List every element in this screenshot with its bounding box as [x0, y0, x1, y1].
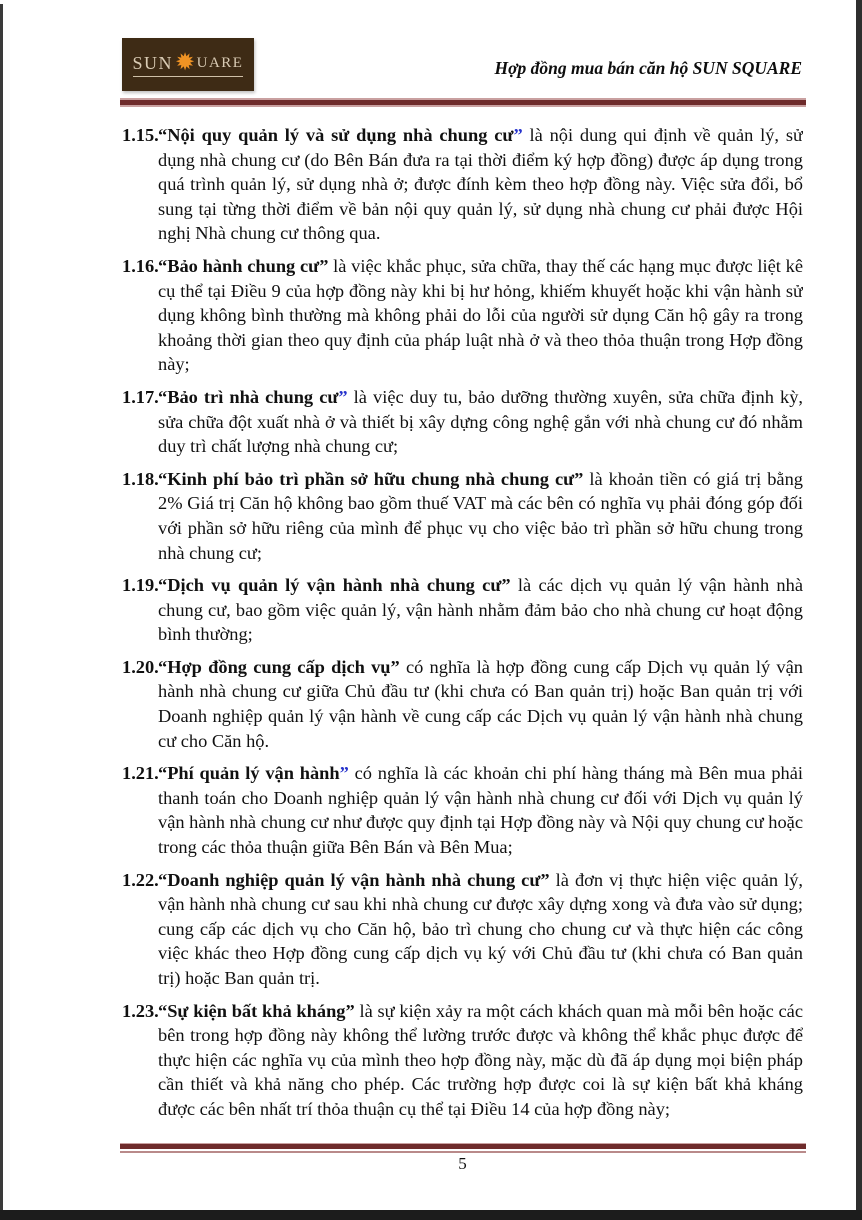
clause-paragraph: [122, 123, 803, 246]
logo-text-sun: SUN: [132, 52, 174, 73]
clause-term-close-quote: ”: [390, 656, 400, 677]
footer-rule-thick-line: [120, 1143, 806, 1149]
clause-term-close-quote: ”: [513, 125, 523, 145]
document-header-title: Hợp đồng mua bán căn hộ SUN SQUARE: [494, 58, 802, 78]
clause-paragraph: [122, 655, 803, 753]
clause-paragraph: [122, 868, 803, 991]
clause-number: 1.21.: [122, 763, 159, 784]
clause-paragraph: [122, 254, 803, 377]
clause-body-text: là nội dung qui định về quản lý, sử dụng nhà chung cư (do Bên Bán đưa ra tại thời điểm ký hợp đồng) được áp dụng trong quá trình quản lý, sử dụng nhà ở; được đính kèm theo hợp đồng này. Việc sửa đổi, bổ sung tại từng thời điểm về bản nội quy quản lý, sử dụng nhà chung cư phải được Hội nghị Nhà chung cư thông qua.: [158, 125, 803, 244]
clause-term: “Kinh phí bảo trì phần sở hữu chung nhà chung cư: [158, 468, 575, 489]
page-right-edge: [856, 0, 862, 1220]
clause-term: “Phí quản lý vận hành: [158, 763, 340, 784]
clause-number: 1.15.: [122, 125, 159, 145]
clause-term: “Sự kiện bất khả kháng: [158, 1000, 346, 1021]
sun-square-logo-text: [132, 48, 244, 77]
footer-rule: [120, 1143, 806, 1153]
clauses-list: [122, 123, 803, 1138]
clause-number: 1.20.: [122, 656, 159, 677]
clause-body-text: có nghĩa là hợp đồng cung cấp Dịch vụ quản lý vận hành nhà chung cư giữa Chủ đầu tư (khi chưa có Ban quản trị) hoặc Ban quản trị với Doanh nghiệp quản lý vận hành về cung cấp các Dịch vụ quản lý vận hành nhà chung cư cho Căn hộ.: [158, 656, 803, 751]
sun-square-logo: [122, 38, 254, 91]
page-bottom-edge: [0, 1210, 862, 1220]
clause-term-close-quote: ”: [319, 255, 329, 276]
clause-term-close-quote: ”: [345, 1000, 355, 1021]
clause-number: 1.16.: [122, 255, 159, 276]
clause-number: 1.23.: [122, 1000, 159, 1021]
clause-body-text: là đơn vị thực hiện việc quản lý, vận hành nhà chung cư sau khi nhà chung cư được xây dựng xong và đưa vào sử dụng; cung cấp các dịch vụ cho Căn hộ, bảo trì chung cho chung cư và thực hiện các công việc khác theo Hợp đồng cung cấp dịch vụ ký với Chủ đầu tư (khi chưa có Ban quản trị) hoặc Ban quản trị.: [158, 869, 803, 988]
clause-paragraph: [122, 999, 803, 1122]
clause-term-close-quote: ”: [574, 468, 584, 489]
clause-paragraph: [122, 385, 803, 459]
header-rule: [120, 98, 806, 107]
clause-term-close-quote: ”: [501, 575, 511, 596]
clause-paragraph: [122, 573, 803, 647]
clause-term: “Hợp đồng cung cấp dịch vụ: [158, 656, 391, 677]
clause-body-text: là việc duy tu, bảo dưỡng thường xuyên, sửa chữa định kỳ, sửa chữa đột xuất nhà ở và thiết bị xây dựng công nghệ gắn với nhà chung cư đó nhằm duy trì chất lượng nhà chung cư;: [158, 386, 803, 457]
clause-body-text: là sự kiện xảy ra một cách khách quan mà mỗi bên hoặc các bên trong hợp đồng này không thể lường trước được và không thể khắc phục được để thực hiện các nghĩa vụ của mình theo hợp đồng này, mặc dù đã áp dụng mọi biện pháp cần thiết và khả năng cho phép. Các trường hợp được coi là sự kiện bất khả kháng được các bên nhất trí thỏa thuận cụ thể tại Điều 14 của hợp đồng này;: [158, 1000, 803, 1119]
clause-term-close-quote: ”: [540, 869, 550, 890]
clause-term-close-quote: ”: [339, 763, 349, 784]
clause-paragraph: [122, 467, 803, 565]
clause-body-text: có nghĩa là các khoản chi phí hàng tháng mà Bên mua phải thanh toán cho Doanh nghiệp quản lý vận hành nhà chung cư đối với Dịch vụ quản lý vận hành nhà chung cư như được quy định tại Hợp đồng này và Nội quy chung cư hoặc trong các thỏa thuận giữa Bên Bán và Bên Mua;: [158, 763, 803, 858]
clause-body-text: là việc khắc phục, sửa chữa, thay thế các hạng mục được liệt kê cụ thể tại Điều 9 của hợp đồng này khi bị hư hỏng, khiếm khuyết hoặc khi vận hành sử dụng không bình thường mà không phải do lỗi của người sử dụng Căn hộ gây ra trong khoảng thời gian theo quy định của pháp luật nhà ở và theo thỏa thuận trong Hợp đồng này;: [158, 255, 803, 375]
logo-text-uare: UARE: [196, 54, 244, 71]
page-number: 5: [458, 1154, 467, 1173]
sunburst-icon: ✹: [175, 48, 197, 76]
page-left-edge: [0, 4, 3, 1220]
clause-number: 1.22.: [122, 869, 159, 890]
clause-term-close-quote: ”: [338, 386, 348, 407]
clause-term: “Dịch vụ quản lý vận hành nhà chung cư: [158, 575, 502, 596]
clause-term: “Doanh nghiệp quản lý vận hành nhà chung cư: [158, 869, 541, 890]
clause-term: “Bảo hành chung cư: [158, 255, 320, 276]
clause-number: 1.19.: [122, 575, 159, 596]
clause-term: “Bảo trì nhà chung cư: [158, 386, 339, 407]
clause-body-text: là khoản tiền có giá trị bằng 2% Giá trị Căn hộ không bao gồm thuế VAT mà các bên có nghĩa vụ phải đóng góp đối với phần sở hữu riêng của mình để phục vụ cho việc bảo trì phần sở hữu chung trong nhà chung cư;: [158, 468, 803, 563]
clause-paragraph: [122, 761, 803, 859]
clause-body-text: là các dịch vụ quản lý vận hành nhà chung cư, bao gồm việc quản lý, vận hành nhằm đảm bảo cho nhà chung cư hoạt động bình thường;: [158, 575, 803, 645]
clause-number: 1.17.: [122, 386, 159, 407]
clause-term: “Nội quy quản lý và sử dụng nhà chung cư: [158, 125, 514, 145]
clause-number: 1.18.: [122, 468, 159, 489]
footer-rule-thin-line: [120, 1151, 806, 1153]
